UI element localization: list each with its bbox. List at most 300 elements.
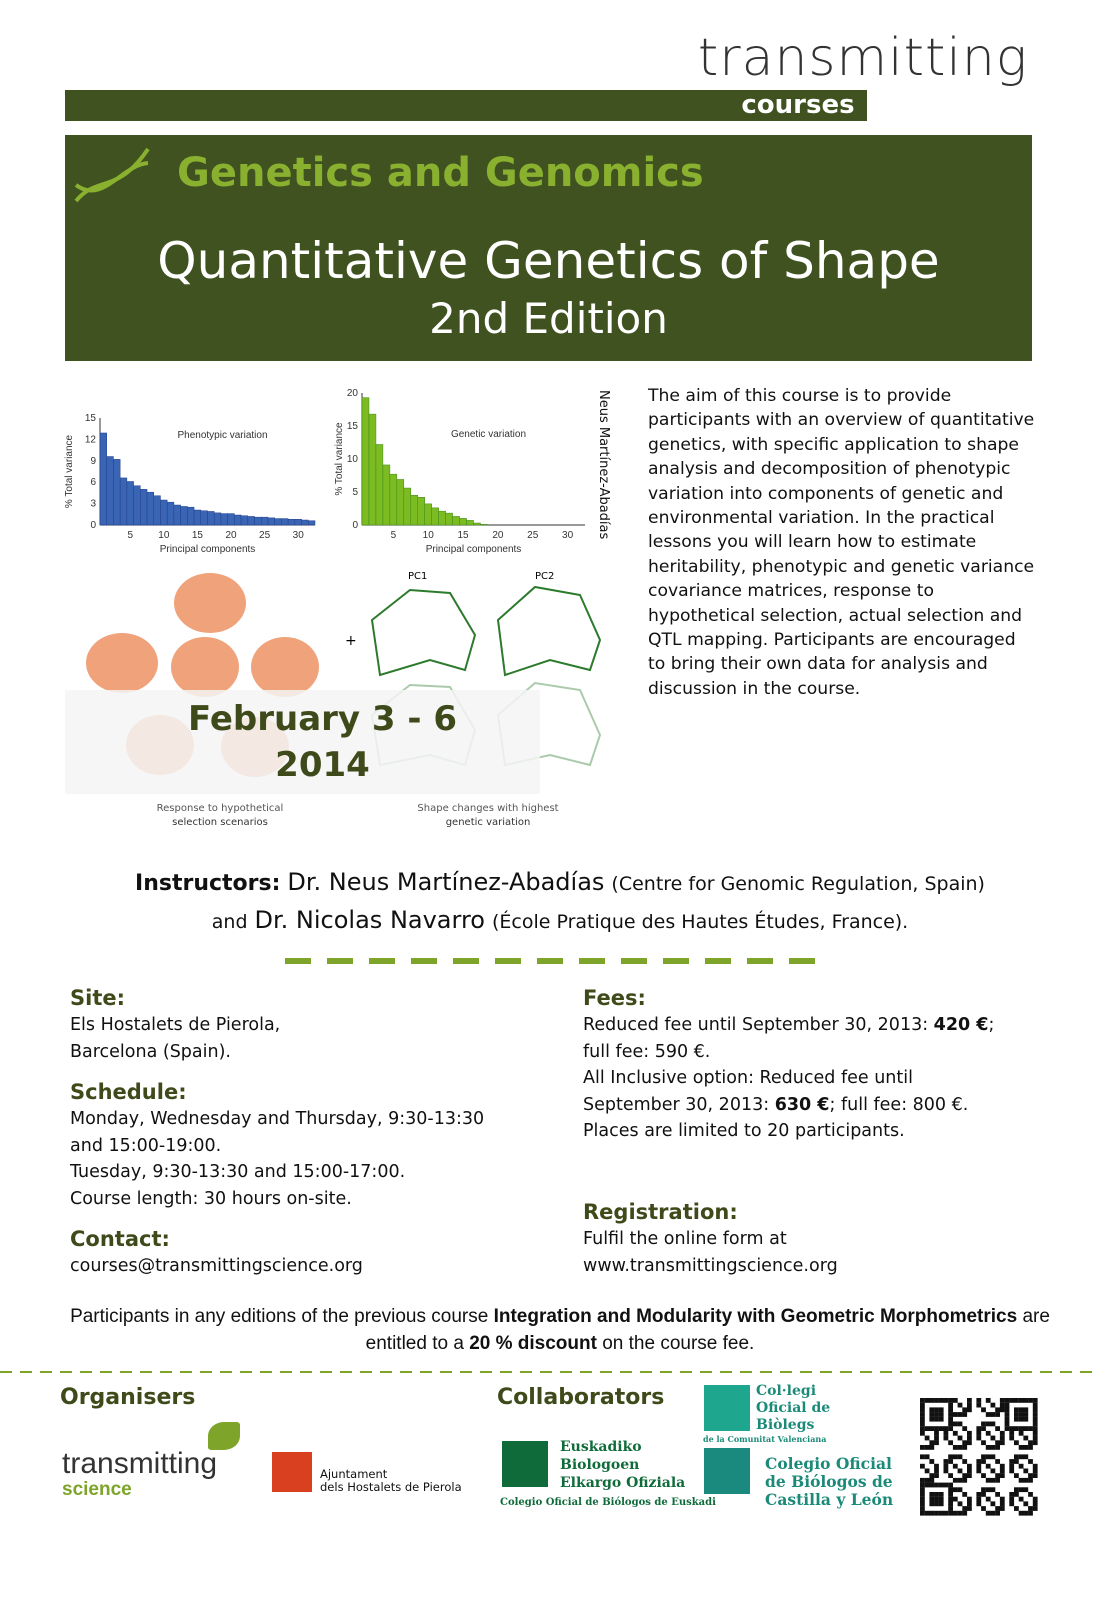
bar xyxy=(480,524,487,525)
qr-module xyxy=(1014,1487,1019,1492)
qr-module xyxy=(1033,1412,1038,1417)
qr-module xyxy=(986,1445,991,1450)
valencia-logo-icon xyxy=(704,1385,750,1431)
qr-module xyxy=(976,1459,981,1464)
qr-module xyxy=(967,1398,972,1403)
qr-module xyxy=(1023,1426,1028,1431)
qr-module xyxy=(939,1497,944,1502)
x-tick-label: 25 xyxy=(527,530,539,541)
qr-module xyxy=(929,1417,934,1422)
qr-module xyxy=(948,1487,953,1492)
qr-module xyxy=(1014,1506,1019,1511)
euskadi-logo: Euskadiko Biologoen Elkargo Ofiziala xyxy=(560,1439,686,1491)
qr-module xyxy=(967,1464,972,1469)
qr-module xyxy=(929,1497,934,1502)
qr-module xyxy=(991,1469,996,1474)
bar xyxy=(288,519,295,525)
qr-module xyxy=(1005,1403,1010,1408)
qr-module xyxy=(1033,1464,1038,1469)
bar xyxy=(453,516,460,525)
qr-module xyxy=(991,1403,996,1408)
svg-text:Response to hypothetical: Response to hypothetical xyxy=(156,803,284,814)
qr-module xyxy=(981,1454,986,1459)
qr-module xyxy=(1009,1469,1014,1474)
contact-section: Contact: courses@transmittingscience.org xyxy=(70,1227,363,1280)
qr-module xyxy=(1000,1464,1005,1469)
qr-module xyxy=(1033,1431,1038,1436)
qr-module xyxy=(1028,1426,1033,1431)
qr-module xyxy=(948,1506,953,1511)
qr-module xyxy=(948,1407,953,1412)
qr-module xyxy=(934,1501,939,1506)
registration-link[interactable]: www.transmittingscience.org xyxy=(583,1255,838,1276)
y-tick-label: 3 xyxy=(90,498,96,510)
qr-module xyxy=(986,1422,991,1427)
qr-module xyxy=(995,1478,1000,1483)
qr-module xyxy=(1014,1440,1019,1445)
qr-module xyxy=(948,1412,953,1417)
bar xyxy=(221,514,228,525)
ajuntament-logo: Ajuntament dels Hostalets de Pierola xyxy=(320,1467,462,1494)
qr-module xyxy=(929,1459,934,1464)
y-tick-label: 20 xyxy=(346,388,358,399)
transmitting-science-logo: transmitting science xyxy=(62,1447,218,1500)
qr-module xyxy=(1019,1398,1024,1403)
qr-module xyxy=(1014,1454,1019,1459)
qr-module xyxy=(1019,1487,1024,1492)
y-tick-label: 12 xyxy=(84,434,96,446)
qr-module xyxy=(976,1403,981,1408)
qr-module xyxy=(1005,1412,1010,1417)
y-tick-label: 9 xyxy=(90,455,96,467)
qr-module xyxy=(967,1473,972,1478)
qr-module xyxy=(981,1492,986,1497)
qr-module xyxy=(944,1436,949,1441)
qr-module xyxy=(981,1473,986,1478)
qr-module xyxy=(948,1422,953,1427)
y-tick-label: 10 xyxy=(346,454,358,465)
bar xyxy=(100,433,107,525)
qr-module xyxy=(1009,1497,1014,1502)
qr-module xyxy=(958,1469,963,1474)
qr-module xyxy=(1000,1497,1005,1502)
qr-module xyxy=(986,1497,991,1502)
qr-module xyxy=(934,1483,939,1488)
x-tick-label: 15 xyxy=(191,530,203,541)
qr-module xyxy=(920,1431,925,1436)
qr-module xyxy=(939,1417,944,1422)
qr-module xyxy=(1009,1492,1014,1497)
qr-module xyxy=(934,1417,939,1422)
bar xyxy=(214,513,221,525)
castilla-logo-icon xyxy=(704,1448,750,1494)
qr-module xyxy=(1009,1459,1014,1464)
qr-module xyxy=(925,1454,930,1459)
qr-module xyxy=(962,1478,967,1483)
x-tick-label: 10 xyxy=(422,530,434,541)
qr-module xyxy=(920,1454,925,1459)
qr-module xyxy=(986,1398,991,1403)
bar xyxy=(404,488,411,525)
x-tick-label: 20 xyxy=(492,530,504,541)
qr-module xyxy=(995,1407,1000,1412)
qr-module xyxy=(962,1511,967,1516)
chart-title: Genetic variation xyxy=(450,429,527,440)
qr-module xyxy=(920,1398,925,1403)
qr-module xyxy=(962,1426,967,1431)
divider xyxy=(285,958,815,964)
qr-module xyxy=(1023,1445,1028,1450)
qr-module xyxy=(929,1483,934,1488)
qr-module xyxy=(1023,1412,1028,1417)
qr-module xyxy=(986,1464,991,1469)
bar xyxy=(369,414,376,525)
x-tick-label: 30 xyxy=(562,530,574,541)
qr-module xyxy=(1023,1407,1028,1412)
qr-module xyxy=(981,1506,986,1511)
qr-module xyxy=(920,1511,925,1516)
bar xyxy=(411,495,418,525)
qr-module xyxy=(1033,1422,1038,1427)
y-tick-label: 0 xyxy=(90,520,96,531)
qr-module xyxy=(1000,1440,1005,1445)
bar xyxy=(160,500,167,525)
qr-module xyxy=(948,1426,953,1431)
qr-module xyxy=(967,1436,972,1441)
bar xyxy=(261,517,268,525)
qr-module xyxy=(1033,1417,1038,1422)
bar xyxy=(397,479,404,525)
qr-module xyxy=(948,1497,953,1502)
bar xyxy=(418,497,425,525)
qr-module xyxy=(1005,1422,1010,1427)
qr-module xyxy=(939,1426,944,1431)
qr-module xyxy=(944,1483,949,1488)
y-axis-label: % Total variance xyxy=(64,434,75,509)
qr-module xyxy=(953,1464,958,1469)
qr-module xyxy=(962,1459,967,1464)
qr-module xyxy=(958,1445,963,1450)
qr-module xyxy=(1000,1403,1005,1408)
qr-module xyxy=(929,1478,934,1483)
qr-module xyxy=(934,1497,939,1502)
qr-module xyxy=(925,1436,930,1441)
qr-module xyxy=(958,1511,963,1516)
qr-module xyxy=(1014,1417,1019,1422)
qr-module xyxy=(1023,1469,1028,1474)
y-tick-label: 15 xyxy=(84,413,96,424)
qr-module xyxy=(1033,1473,1038,1478)
qr-module xyxy=(1005,1426,1010,1431)
qr-module xyxy=(1028,1398,1033,1403)
qr-module xyxy=(934,1398,939,1403)
qr-module xyxy=(944,1398,949,1403)
bar xyxy=(308,521,315,525)
bar xyxy=(425,504,432,525)
qr-module xyxy=(948,1440,953,1445)
qr-module xyxy=(948,1483,953,1488)
qr-module xyxy=(962,1445,967,1450)
qr-module xyxy=(981,1487,986,1492)
bar xyxy=(268,518,275,525)
qr-module xyxy=(929,1407,934,1412)
qr-module xyxy=(995,1459,1000,1464)
qr-module xyxy=(986,1454,991,1459)
qr-module xyxy=(925,1483,930,1488)
qr-module xyxy=(939,1412,944,1417)
qr-module xyxy=(976,1492,981,1497)
qr-module xyxy=(1033,1436,1038,1441)
qr-module xyxy=(953,1412,958,1417)
qr-module xyxy=(1028,1478,1033,1483)
bar xyxy=(362,398,369,525)
qr-code[interactable] xyxy=(920,1398,1038,1516)
qr-module xyxy=(1009,1426,1014,1431)
bar xyxy=(107,457,114,525)
plus-sign: + xyxy=(345,633,357,649)
qr-module xyxy=(920,1487,925,1492)
euskadi-subtitle: Colegio Oficial de Biólogos de Euskadi xyxy=(500,1497,716,1508)
qr-module xyxy=(1014,1473,1019,1478)
qr-module xyxy=(962,1506,967,1511)
qr-module xyxy=(920,1492,925,1497)
qr-module xyxy=(991,1487,996,1492)
leaf-icon xyxy=(208,1422,240,1450)
qr-module xyxy=(1019,1407,1024,1412)
qr-module xyxy=(929,1501,934,1506)
qr-module xyxy=(925,1426,930,1431)
discount-note: Participants in any editions of the previous course Integration and Modularity with Geometric Morphometrics are entitled to a 20 % discount on the course fee. xyxy=(70,1306,1050,1354)
qr-module xyxy=(981,1459,986,1464)
qr-module xyxy=(991,1478,996,1483)
qr-module xyxy=(953,1422,958,1427)
collaborators-heading: Collaborators xyxy=(497,1385,665,1410)
qr-module xyxy=(925,1469,930,1474)
qr-module xyxy=(976,1464,981,1469)
y-tick-label: 6 xyxy=(90,477,96,489)
qr-module xyxy=(991,1436,996,1441)
bar xyxy=(174,505,181,525)
qr-module xyxy=(962,1407,967,1412)
qr-module xyxy=(1033,1426,1038,1431)
bar xyxy=(248,516,255,525)
qr-module xyxy=(948,1473,953,1478)
qr-module xyxy=(995,1440,1000,1445)
bar xyxy=(113,459,120,525)
qr-module xyxy=(1023,1454,1028,1459)
qr-module xyxy=(934,1469,939,1474)
contact-email[interactable]: courses@transmittingscience.org xyxy=(70,1256,363,1276)
x-tick-label: 10 xyxy=(158,530,170,541)
qr-module xyxy=(920,1426,925,1431)
qr-module xyxy=(1014,1412,1019,1417)
bar xyxy=(302,520,309,525)
bar xyxy=(446,513,453,525)
chart-title: Phenotypic variation xyxy=(177,430,268,441)
bar xyxy=(376,444,383,525)
qr-module xyxy=(991,1501,996,1506)
qr-module xyxy=(1019,1478,1024,1483)
x-tick-label: 25 xyxy=(259,530,271,541)
x-axis-label: Principal components xyxy=(159,544,256,555)
qr-module xyxy=(958,1501,963,1506)
qr-module xyxy=(1028,1492,1033,1497)
qr-module xyxy=(1000,1398,1005,1403)
qr-module xyxy=(934,1426,939,1431)
qr-module xyxy=(962,1412,967,1417)
figure-credit: Neus Martínez-Abadías xyxy=(596,390,611,540)
bar xyxy=(234,515,241,525)
qr-module xyxy=(1000,1436,1005,1441)
qr-module xyxy=(920,1412,925,1417)
qr-module xyxy=(939,1492,944,1497)
qr-module xyxy=(1023,1417,1028,1422)
qr-module xyxy=(934,1412,939,1417)
qr-module xyxy=(920,1445,925,1450)
bar xyxy=(201,511,208,525)
bar xyxy=(140,489,147,525)
qr-module xyxy=(1028,1511,1033,1516)
qr-module xyxy=(920,1478,925,1483)
pc1-label: PC1 xyxy=(408,571,428,582)
instructors: Instructors: Dr. Neus Martínez-Abadías (Centre for Genomic Regulation, Spain) and Dr. Nicolas Navarro (École Pratique des Hautes Études, France). xyxy=(135,868,985,934)
qr-module xyxy=(986,1412,991,1417)
qr-module xyxy=(929,1445,934,1450)
qr-module xyxy=(925,1398,930,1403)
qr-module xyxy=(934,1473,939,1478)
qr-module xyxy=(920,1417,925,1422)
bar xyxy=(228,514,235,525)
qr-module xyxy=(1019,1426,1024,1431)
qr-module xyxy=(1033,1440,1038,1445)
qr-module xyxy=(991,1412,996,1417)
qr-module xyxy=(958,1436,963,1441)
bar xyxy=(181,506,188,525)
qr-module xyxy=(1000,1431,1005,1436)
qr-module xyxy=(948,1454,953,1459)
qr-module xyxy=(1019,1497,1024,1502)
bar xyxy=(295,519,302,525)
bar xyxy=(120,478,127,525)
qr-module xyxy=(967,1501,972,1506)
y-tick-label: 5 xyxy=(352,487,358,498)
bar xyxy=(147,492,154,525)
bar xyxy=(208,511,215,525)
qr-module xyxy=(1019,1464,1024,1469)
bar xyxy=(390,474,397,525)
qr-module xyxy=(953,1511,958,1516)
site-section: Site: Els Hostalets de Pierola, Barcelona (Spain). xyxy=(70,986,281,1062)
bar xyxy=(194,510,201,525)
qr-module xyxy=(1023,1478,1028,1483)
qr-module xyxy=(1009,1464,1014,1469)
x-axis-label: Principal components xyxy=(425,544,522,555)
qr-module xyxy=(995,1426,1000,1431)
qr-module xyxy=(939,1511,944,1516)
qr-module xyxy=(976,1501,981,1506)
qr-module xyxy=(958,1422,963,1427)
qr-module xyxy=(1019,1417,1024,1422)
qr-module xyxy=(948,1417,953,1422)
qr-module xyxy=(962,1440,967,1445)
qr-module xyxy=(1000,1501,1005,1506)
qr-module xyxy=(934,1464,939,1469)
qr-module xyxy=(1028,1473,1033,1478)
qr-module xyxy=(948,1403,953,1408)
qr-module xyxy=(948,1459,953,1464)
qr-module xyxy=(934,1436,939,1441)
course-title: Quantitative Genetics of Shape xyxy=(157,232,940,290)
qr-module xyxy=(920,1483,925,1488)
y-axis-label: % Total variance xyxy=(334,422,345,496)
qr-module xyxy=(1028,1440,1033,1445)
qr-module xyxy=(1033,1407,1038,1412)
qr-module xyxy=(920,1501,925,1506)
qr-module xyxy=(920,1506,925,1511)
qr-module xyxy=(1014,1426,1019,1431)
qr-module xyxy=(995,1511,1000,1516)
bar xyxy=(432,508,439,525)
qr-module xyxy=(986,1431,991,1436)
qr-module xyxy=(944,1431,949,1436)
qr-module xyxy=(1028,1445,1033,1450)
qr-module xyxy=(1009,1431,1014,1436)
qr-module xyxy=(953,1478,958,1483)
bar xyxy=(474,523,481,525)
qr-module xyxy=(981,1426,986,1431)
qr-module xyxy=(1019,1431,1024,1436)
qr-module xyxy=(967,1403,972,1408)
qr-module xyxy=(939,1398,944,1403)
qr-module xyxy=(976,1436,981,1441)
qr-module xyxy=(967,1497,972,1502)
qr-module xyxy=(925,1445,930,1450)
qr-module xyxy=(934,1431,939,1436)
qr-module xyxy=(967,1469,972,1474)
y-tick-label: 15 xyxy=(346,421,358,432)
bar xyxy=(275,519,282,525)
qr-module xyxy=(1014,1492,1019,1497)
qr-module xyxy=(981,1407,986,1412)
qr-module xyxy=(944,1464,949,1469)
qr-module xyxy=(991,1454,996,1459)
bar xyxy=(241,516,248,525)
qr-module xyxy=(1000,1506,1005,1511)
qr-module xyxy=(929,1398,934,1403)
x-tick-label: 5 xyxy=(390,530,397,541)
qr-module xyxy=(948,1398,953,1403)
qr-module xyxy=(995,1492,1000,1497)
svg-text:Shape changes with highest: Shape changes with highest xyxy=(417,803,559,814)
qr-module xyxy=(953,1431,958,1436)
footer-divider xyxy=(0,1371,1100,1373)
qr-module xyxy=(1014,1407,1019,1412)
qr-module xyxy=(991,1511,996,1516)
qr-module xyxy=(1033,1398,1038,1403)
bar xyxy=(383,465,390,525)
qr-module xyxy=(939,1407,944,1412)
qr-module xyxy=(953,1445,958,1450)
svg-text:selection scenarios: selection scenarios xyxy=(172,817,268,828)
qr-module xyxy=(929,1412,934,1417)
qr-module xyxy=(929,1473,934,1478)
bar xyxy=(439,511,446,525)
qr-module xyxy=(967,1431,972,1436)
qr-module xyxy=(934,1407,939,1412)
bar xyxy=(255,517,262,525)
qr-module xyxy=(1014,1398,1019,1403)
qr-module xyxy=(920,1403,925,1408)
